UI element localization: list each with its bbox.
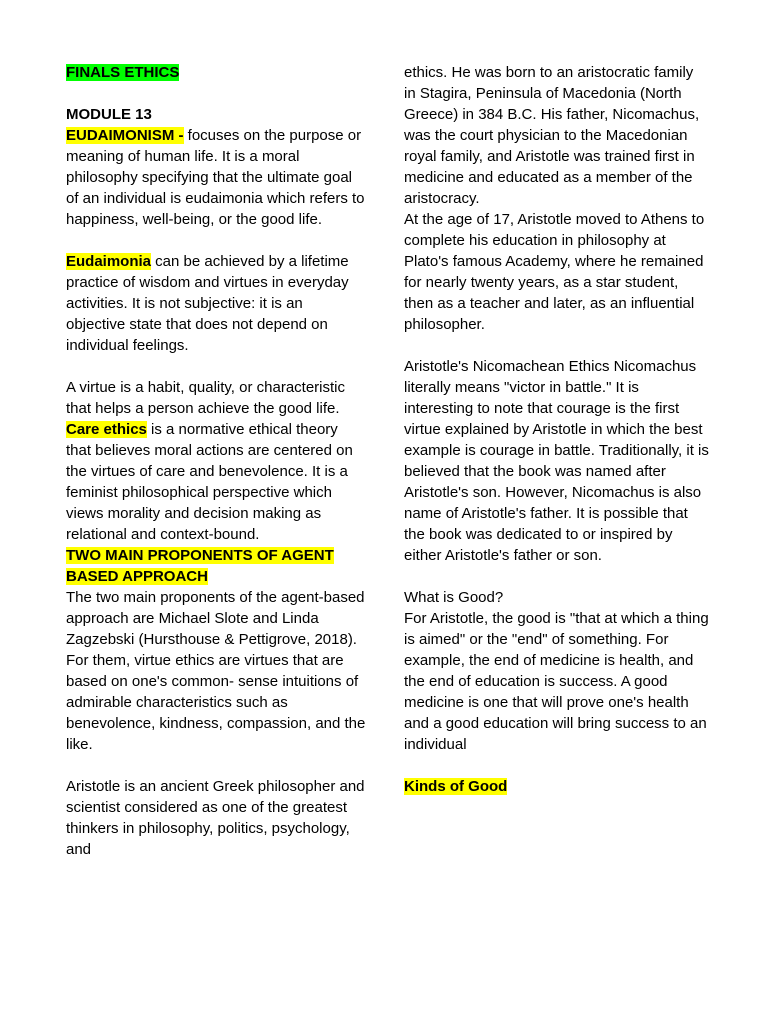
good-question: What is Good? xyxy=(404,589,504,606)
nicomachean-paragraph: Aristotle's Nicomachean Ethics Nicomachus literally means "victor in battle." It is interesting to note that courage is the first virtue explained by Aristotle in which the best example is courage in battle. Traditionally, it is believed that the book was named after Aristotle's son. However, Nicomachus is also name of Aristotle's father. It is possible that the book was dedicated to or inspired by either Aristotle's father or son. xyxy=(404,358,709,564)
virtue-paragraph: A virtue is a habit, quality, or characteristic that helps a person achieve the good life. xyxy=(66,379,346,417)
document-header xyxy=(66,62,366,83)
eudaimonia-text: can be achieved by a lifetime practice of wisdom and virtues in everyday activities. It is not subjective: it is an objective state that does not depend on individual feelings. xyxy=(66,253,349,354)
care-ethics-term: Care ethics xyxy=(66,421,147,438)
care-ethics-paragraph xyxy=(66,419,366,545)
module-heading: MODULE 13 xyxy=(66,106,152,123)
eudaimonism-text: focuses on the purpose or meaning of human life. It is a moral philosophy specifying that the ultimate goal of an individual is eudaimonia which refers to happiness, well-being, or the good life. xyxy=(66,127,365,228)
good-paragraph: For Aristotle, the good is "that at which a thing is aimed" or the "end" of something. For example, the end of medicine is health, and the end of education is success. A good medicine is one that will prove one's health and a good education will bring success to an individual xyxy=(404,610,709,753)
finals-ethics-heading: FINALS ETHICS xyxy=(66,64,180,81)
eudaimonia-term: Eudaimonia xyxy=(66,253,152,270)
proponents-heading-line xyxy=(66,545,366,587)
left-column xyxy=(66,62,366,860)
right-column xyxy=(404,62,709,797)
proponents-heading: TWO MAIN PROPONENTS OF AGENT BASED APPROACH xyxy=(66,547,334,585)
proponents-paragraph: The two main proponents of the agent-based approach are Michael Slote and Linda Zagzebski (Hursthouse & Pettigrove, 2018). xyxy=(66,589,365,648)
virtue-ethics-paragraph: For them, virtue ethics are virtues that are based on one's common- sense intuitions of admirable characteristics such as benevolence, kindness, compassion, and the like. xyxy=(66,652,366,753)
eudaimonism-paragraph xyxy=(66,125,366,230)
aristotle-intro-paragraph: Aristotle is an ancient Greek philosopher and scientist considered as one of the greatest thinkers in philosophy, politics, psychology, and xyxy=(66,778,365,858)
athens-paragraph: At the age of 17, Aristotle moved to Athens to complete his education in philosophy at Plato's famous Academy, where he remained for nearly twenty years, as a star student, then as a teacher and later, as an influential philosopher. xyxy=(404,211,705,333)
care-ethics-text: is a normative ethical theory that believes moral actions are centered on the virtues of care and benevolence. It is a feminist philosophical perspective which views morality and decision making as relational and context-bound. xyxy=(66,421,353,543)
aristotle-continuation-paragraph: ethics. He was born to an aristocratic family in Stagira, Peninsula of Macedonia (North Greece) in 384 B.C. His father, Nicomachus, was the court physician to the Macedonian royal family, and Aristotle was trained first in medicine and educated as a member of the aristocracy. xyxy=(404,64,700,207)
kinds-of-good-line xyxy=(404,776,709,797)
eudaimonism-term: EUDAIMONISM - xyxy=(66,127,184,144)
eudaimonia-paragraph xyxy=(66,251,366,356)
kinds-of-good-heading: Kinds of Good xyxy=(404,778,508,795)
